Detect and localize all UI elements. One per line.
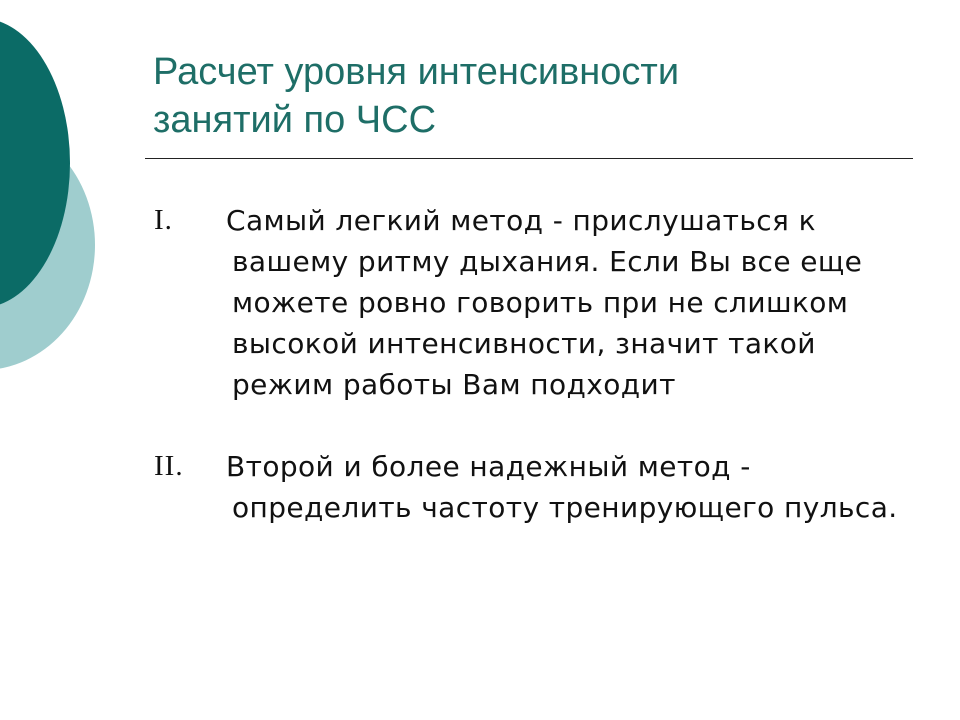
slide-body (150, 200, 910, 528)
title-line-1: Расчет уровня интенсивности (153, 51, 680, 93)
list-marker-1: I. (154, 204, 173, 236)
title-line-2: занятий по ЧСС (153, 99, 437, 141)
list-item-1-text: Самый легкий метод - прислушаться к вашему ритму дыхания. Если Вы все еще можете ровно говорить при не слишком высокой интенсивности, значит такой режим работы Вам подходит (226, 204, 863, 401)
slide-title (153, 48, 893, 144)
list-item-2 (150, 446, 910, 528)
list-item-2-text: Второй и более надежный метод - определить частоту тренирующего пульса. (226, 450, 898, 524)
title-divider (145, 158, 913, 159)
list-marker-2: II. (154, 450, 184, 482)
list-item-1 (150, 200, 910, 405)
